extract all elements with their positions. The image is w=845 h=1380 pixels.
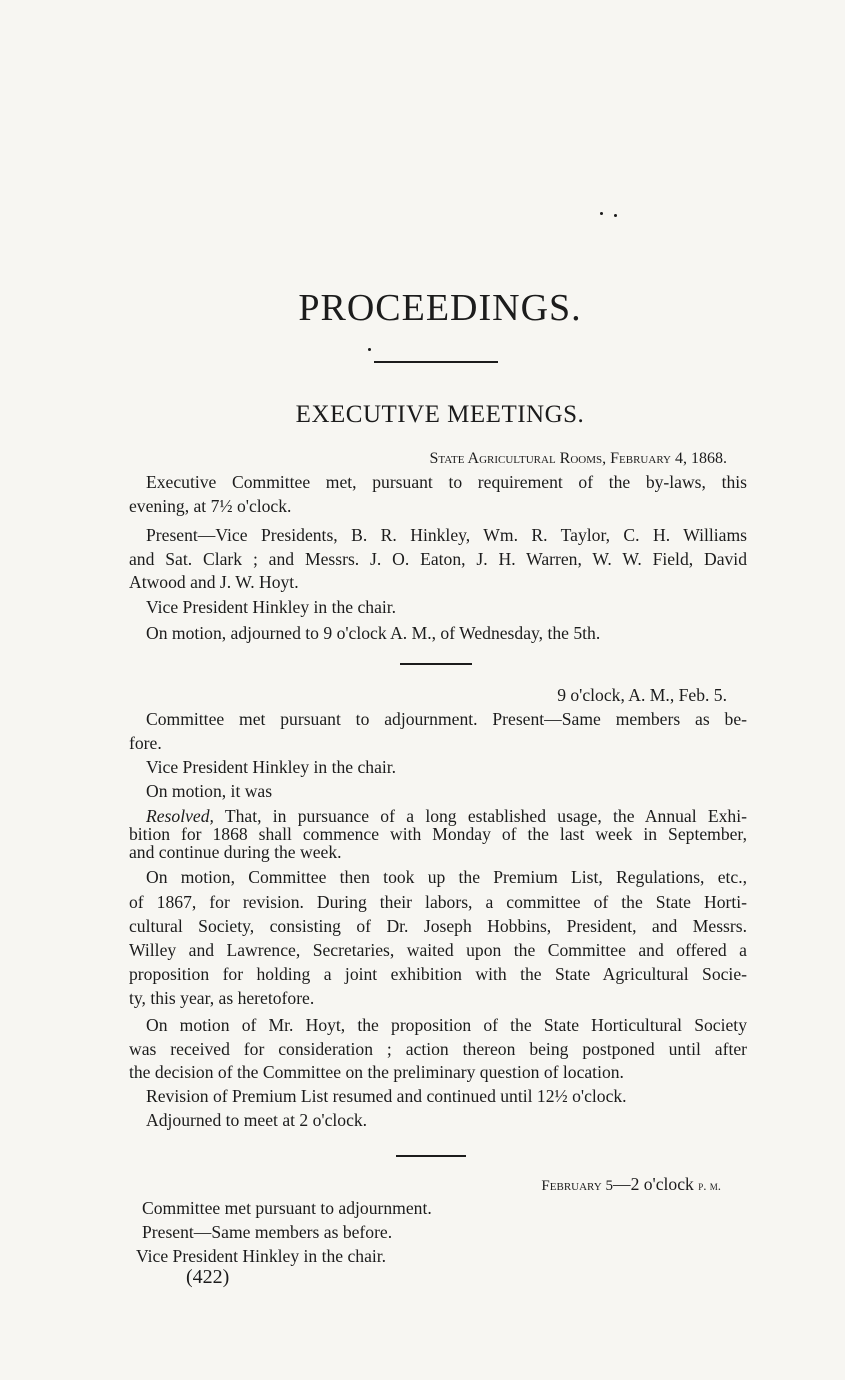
paragraph-line: Willey and Lawrence, Secretaries, waited upon the Committee and offered a [129,940,747,960]
paragraph-line: and Sat. Clark ; and Messrs. J. O. Eaton, J. H. Warren, W. W. Field, David [129,549,747,569]
paragraph-line: fore. [129,733,162,753]
paragraph-line: ty, this year, as heretofore. [129,988,315,1008]
section-rule [400,663,472,665]
page-number: (422) [186,1266,230,1288]
dateline [541,1172,721,1198]
paragraph-line: Present—Vice Presidents, B. R. Hinkley, Wm. R. Taylor, C. H. Williams [146,525,747,545]
page-title: PROCEEDINGS. [298,287,582,329]
paragraph-line: Committee met pursuant to adjournment. Present—Same members as be- [146,709,747,729]
paragraph-line: was received for consideration ; action thereon being postponed until after [129,1039,747,1059]
ink-speck [614,214,617,217]
paragraph-line: Committee met pursuant to adjournment. [142,1198,432,1218]
section-rule [396,1155,466,1157]
paragraph-line: On motion, it was [146,781,273,801]
dateline-date: February 5 [541,1178,613,1194]
paragraph-line: the decision of the Committee on the preliminary question of location. [129,1062,624,1082]
ink-speck [600,212,603,215]
dateline-pm: p. m. [698,1178,721,1193]
paragraph-line: bition for 1868 shall commence with Monday of the last week in September, [129,824,747,844]
paragraph-line: proposition for holding a joint exhibition with the State Agricultural Socie- [129,964,747,984]
paragraph-line: and continue during the week. [129,842,342,862]
paragraph-line: Atwood and J. W. Hoyt. [129,572,299,592]
paragraph-line: That, in pursuance of a long established usage, the Annual Exhi- [224,806,747,826]
paragraph-line: cultural Society, consisting of Dr. Joseph Hobbins, President, and Messrs. [129,916,747,936]
dateline: 9 o'clock, A. M., Feb. 5. [557,685,727,705]
dateline-time: —2 o'clock [612,1174,694,1194]
ornament-dot [368,348,371,351]
paragraph-line: Present—Same members as before. [142,1222,393,1242]
paragraph-line: On motion of Mr. Hoyt, the proposition of the State Horticultural Society [146,1015,747,1035]
paragraph-line: Vice President Hinkley in the chair. [146,757,397,777]
paragraph-line: evening, at 7½ o'clock. [129,496,292,516]
title-rule [374,361,498,363]
paragraph-line: Adjourned to meet at 2 o'clock. [146,1110,368,1130]
paragraph-line: On motion, Committee then took up the Premium List, Regulations, etc., [146,867,747,887]
paragraph-line: Executive Committee met, pursuant to requirement of the by-laws, this [146,472,747,492]
paragraph-line: Revision of Premium List resumed and continued until 12½ o'clock. [146,1086,627,1106]
paragraph-line: of 1867, for revision. During their labors, a committee of the State Horti- [129,892,747,912]
paragraph-line: On motion, adjourned to 9 o'clock A. M., of Wednesday, the 5th. [146,623,601,643]
dateline: State Agricultural Rooms, February 4, 1868. [429,450,727,467]
paragraph-line: Vice President Hinkley in the chair. [146,597,397,617]
resolved-word: Resolved, [146,806,214,826]
paragraph-line: Vice President Hinkley in the chair. [136,1246,387,1266]
section-heading: EXECUTIVE MEETINGS. [295,401,585,428]
